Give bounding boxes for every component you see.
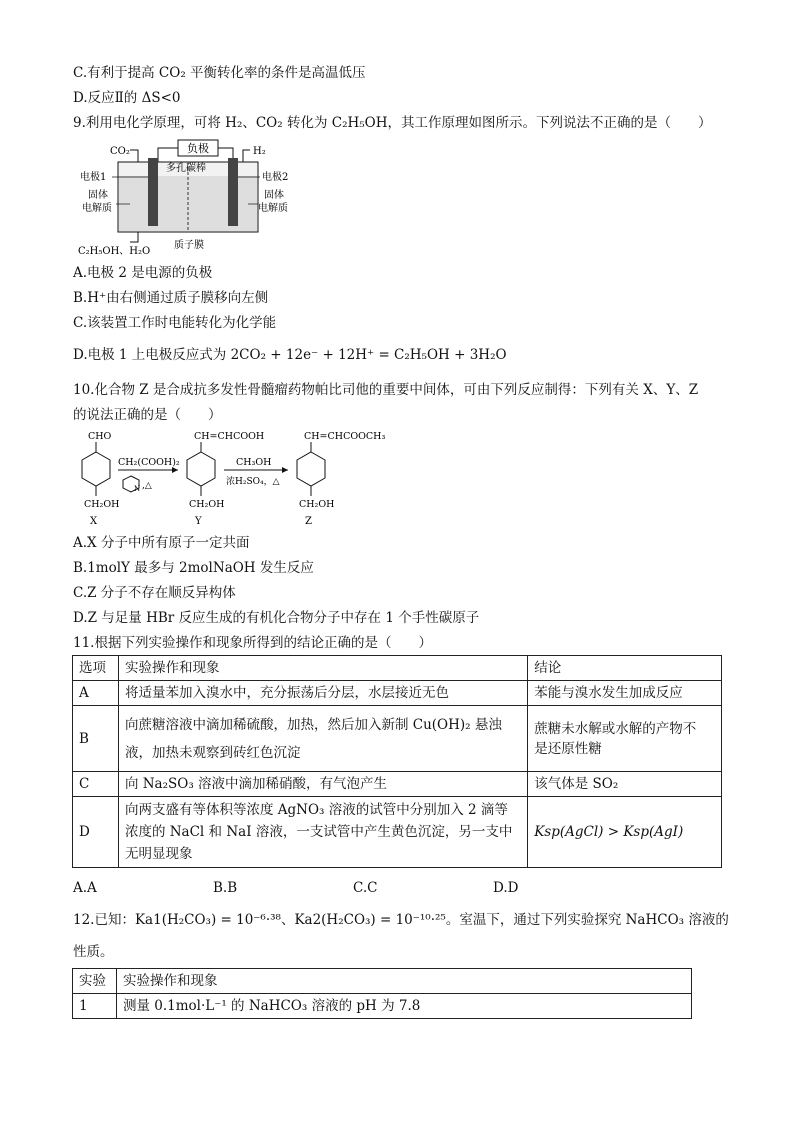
product-outlet-label: C₂H₅OH、H₂O bbox=[78, 246, 151, 257]
x-hydroxymethyl-group: CH₂OH bbox=[84, 499, 120, 510]
row-b-conclusion-line1: 蔗糖未水解或水解的产物不 bbox=[534, 720, 697, 737]
row-a-conclusion: 苯能与溴水发生加成反应 bbox=[528, 681, 722, 706]
header-experiment: 实验 bbox=[73, 969, 117, 994]
row-1-operation: 测量 0.1mol·L⁻¹ 的 NaHCO₃ 溶液的 pH 为 7.8 bbox=[116, 994, 691, 1019]
proton-membrane-label: 质子膜 bbox=[174, 240, 204, 251]
row-d-operation-line1: 向两支盛有等体积等浓度 AgNO₃ 溶液的试管中分别加入 2 滴等 bbox=[124, 802, 508, 818]
q8-option-c: C.有利于提高 CO₂ 平衡转化率的条件是高温低压 bbox=[73, 65, 366, 81]
table-row bbox=[73, 797, 722, 868]
q10-option-c: C.Z 分子不存在顺反异构体 bbox=[73, 585, 236, 601]
q12-stem-line2: 性质。 bbox=[73, 944, 114, 960]
q11-choice-d: D.D bbox=[493, 880, 519, 896]
electrolysis-cell-diagram bbox=[78, 138, 308, 258]
q8-option-d: D.反应Ⅱ的 ΔS<0 bbox=[73, 90, 181, 106]
reagent-malonic-acid: CH₂(COOH)₂ bbox=[118, 457, 180, 468]
header-option: 选项 bbox=[73, 656, 119, 681]
q10-option-d: D.Z 与足量 HBr 反应生成的有机化合物分子中存在 1 个手性碳原子 bbox=[73, 610, 480, 626]
table-row bbox=[73, 994, 692, 1019]
q10-stem-line2: 的说法正确的是（ ） bbox=[73, 407, 222, 423]
row-d-conclusion: Ksp(AgCl) > Ksp(AgI) bbox=[528, 797, 722, 868]
electrode-1-label: 电极1 bbox=[80, 172, 107, 183]
pyridine-n-label: N bbox=[134, 485, 141, 493]
q11-table bbox=[72, 655, 722, 868]
table-header-row bbox=[73, 969, 692, 994]
z-benzene-ring bbox=[297, 452, 325, 486]
co2-inlet-label: CO₂ bbox=[110, 146, 130, 157]
solid-electrolyte-right-label-1: 固体 bbox=[264, 190, 284, 201]
y-hydroxymethyl-group: CH₂OH bbox=[189, 499, 225, 510]
compound-z-label: Z bbox=[305, 516, 312, 527]
q9-option-d: D.电极 1 上电极反应式为 2CO₂ + 12e⁻ + 12H⁺ = C₂H₅OH + 3H₂O bbox=[73, 347, 507, 363]
q11-choice-a: A.A bbox=[73, 880, 97, 896]
q9-option-b: B.H⁺由右侧通过质子膜移向左侧 bbox=[73, 290, 269, 306]
y-benzene-ring bbox=[187, 452, 215, 486]
q9-option-c: C.该装置工作时电能转化为化学能 bbox=[73, 315, 277, 331]
row-1-number: 1 bbox=[73, 994, 117, 1019]
solid-electrolyte-left-label-2: 电解质 bbox=[82, 203, 112, 214]
q11-stem: 11.根据下列实验操作和现象所得到的结论正确的是（ ） bbox=[73, 635, 432, 651]
electrode-2-label: 电极2 bbox=[262, 172, 289, 183]
reagent-methanol: CH₃OH bbox=[236, 457, 272, 468]
y-acrylic-acid-group: CH=CHCOOH bbox=[194, 431, 265, 442]
table-row bbox=[73, 706, 722, 772]
row-b-operation-line1: 向蔗糖溶液中滴加稀硫酸，加热，然后加入新制 Cu(OH)₂ 悬浊 bbox=[124, 716, 502, 733]
row-d-operation-line3: 无明显现象 bbox=[124, 846, 193, 862]
header-operation: 实验操作和现象 bbox=[116, 969, 691, 994]
porous-carbon-label: 多孔碳棒 bbox=[166, 163, 206, 174]
q12-table bbox=[72, 968, 692, 1019]
table-header-row bbox=[73, 656, 722, 681]
z-ester-group: CH=CHCOOCH₃ bbox=[304, 431, 386, 442]
x-benzene-ring bbox=[82, 452, 110, 486]
h2-inlet-label: H₂ bbox=[253, 146, 266, 157]
compound-x-label: X bbox=[90, 516, 98, 527]
q10-stem-line1: 10.化合物 Z 是合成抗多发性骨髓瘤药物帕比司他的重要中间体，可由下列反应制得：下列有关 X、Y、Z bbox=[73, 382, 699, 398]
reaction-scheme bbox=[76, 428, 396, 530]
row-a-option: A bbox=[73, 681, 119, 706]
x-aldehyde-group: CHO bbox=[88, 431, 112, 442]
z-hydroxymethyl-group: CH₂OH bbox=[299, 499, 335, 510]
negative-terminal-label: 负极 bbox=[187, 142, 209, 155]
q11-choice-b: B.B bbox=[213, 880, 238, 896]
electrode-2-rod bbox=[228, 158, 238, 226]
q10-option-b: B.1molY 最多与 2molNaOH 发生反应 bbox=[73, 560, 314, 576]
condition-heat-1: ,△ bbox=[142, 481, 152, 491]
header-operation: 实验操作和现象 bbox=[118, 656, 527, 681]
header-conclusion: 结论 bbox=[528, 656, 722, 681]
solid-electrolyte-right-label-2: 电解质 bbox=[258, 203, 288, 214]
compound-y-label: Y bbox=[195, 516, 202, 527]
electrode-1-rod bbox=[148, 158, 158, 226]
row-c-conclusion: 该气体是 SO₂ bbox=[528, 772, 722, 797]
q11-choice-c: C.C bbox=[353, 880, 378, 896]
condition-sulfuric-acid-heat: 浓H₂SO₄，△ bbox=[226, 477, 280, 487]
row-c-operation: 向 Na₂SO₃ 溶液中滴加稀硝酸，有气泡产生 bbox=[118, 772, 527, 797]
q9-option-a: A.电极 2 是电源的负极 bbox=[73, 265, 213, 281]
table-row bbox=[73, 772, 722, 797]
row-b-operation-line2: 液，加热未观察到砖红色沉淀 bbox=[124, 744, 301, 761]
row-b-option: B bbox=[73, 706, 119, 772]
q10-option-a: A.X 分子中所有原子一定共面 bbox=[73, 535, 250, 551]
table-row bbox=[73, 681, 722, 706]
row-b-conclusion-line2: 是还原性糖 bbox=[534, 740, 602, 757]
row-d-operation-line2: 浓度的 NaCl 和 NaI 溶液，一支试管中产生黄色沉淀，另一支中 bbox=[124, 824, 513, 840]
solid-electrolyte-left-label-1: 固体 bbox=[88, 190, 108, 201]
q9-stem: 9.利用电化学原理，可将 H₂、CO₂ 转化为 C₂H₅OH，其工作原理如图所示。下列说法不正确的是（ ） bbox=[73, 115, 712, 131]
row-d-option: D bbox=[73, 797, 119, 868]
row-a-operation: 将适量苯加入溴水中，充分振荡后分层，水层接近无色 bbox=[118, 681, 527, 706]
q12-stem-line1: 12.已知：Ka1(H₂CO₃) = 10⁻⁶·³⁸、Ka2(H₂CO₃) = 10⁻¹⁰·²⁵。室温下，通过下列实验探究 NaHCO₃ 溶液的 bbox=[73, 912, 729, 928]
row-c-option: C bbox=[73, 772, 119, 797]
